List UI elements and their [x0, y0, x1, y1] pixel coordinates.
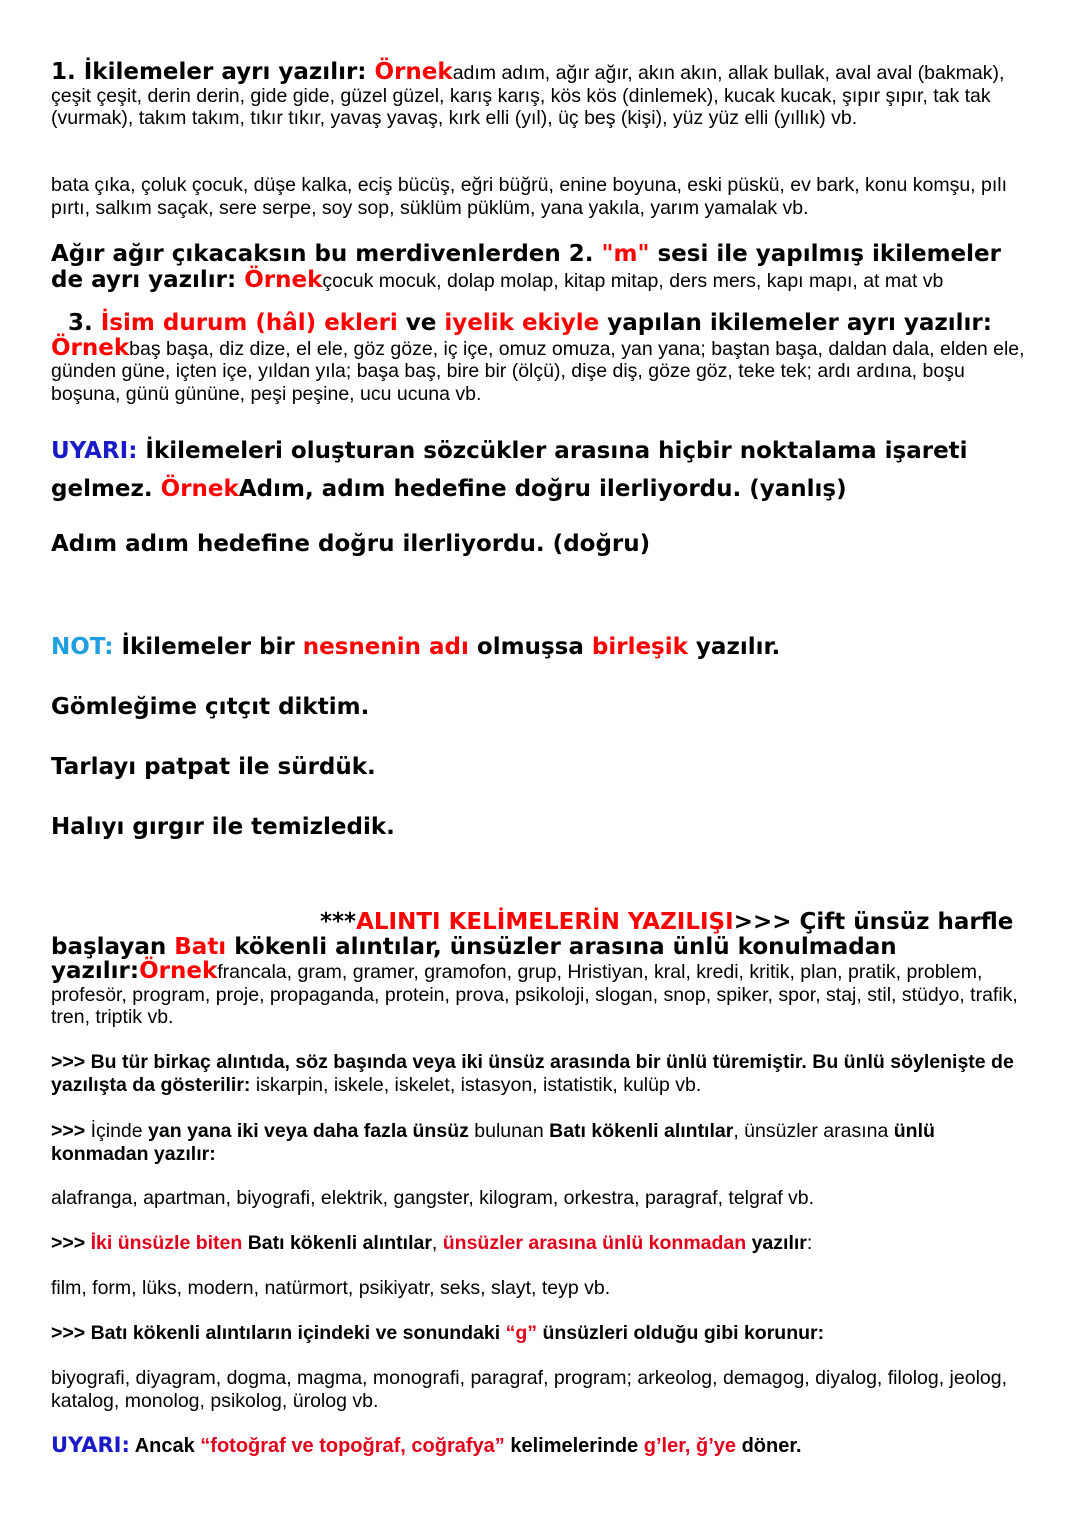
section-1-examples: adım adım, ağır ağır, akın akın, allak bullak, aval aval (bakmak), çeşit çeşit, derin derin, gide gide, güzel güzel, karış karış, kös kös (dinlemek), kucak kucak, şıpır şıpır, tak tak (vurmak), takım takım, tıkır tıkır, yavaş yavaş, kırk elli (yıl), üç beş (kişi), yüz yüz elli (yıllık) vb. [51, 62, 1005, 129]
ornek-label: Örnek [374, 59, 453, 85]
section-3-examples: baş başa, diz dize, el ele, göz göze, iç içe, omuz omuza, yan yana; baştan başa, daldan dala, elden ele, günden güne, içten içe, yıldan yıla; başa baş, bire bir (ölçü), dişe diş, göze göz, teke tek; ardı ardına, boşu boşuna, günü gününe, peşi peşine, ucu ucuna vb. [51, 337, 1025, 405]
section-1-more [51, 174, 1036, 219]
section-2: Ağır ağır çıkacaksın bu merdivenlerden 2. "m" sesi ile yapılmış ikilemeler de ayrı yazılır: Örnekçocuk mocuk, dolap molap, kitap mitap, ders mers, kapı mapı, at mat vb [51, 241, 1001, 293]
paragraph-4-list: biyografi, diyagram, dogma, magma, monografi, paragraf, program; arkeolog, demagog, diyalog, filolog, jeolog, katalog, monolog, psikolog, ürolog vb. [51, 1367, 1008, 1412]
section-3: 3. İsim durum (hâl) ekleri ve iyelik ekiyle yapılan ikilemeler ayrı yazılır: Örnekbaş başa, diz dize, el ele, göz göze, iç içe, omuz omuza, yan yana; baştan başa, daldan dala, elden ele, günden güne, içten içe, yıldan yıla; başa baş, bire bir (ölçü), dişe diş, göze göz, teke tek; ardı ardına, boşu boşuna, günü gününe, peşi peşine, ucu ucuna vb. [51, 310, 1025, 405]
note: NOT: İkilemeler bir nesnenin adı olmuşsa birleşik yazılır. [51, 634, 781, 660]
paragraph-2: >>> İçinde yan yana iki veya daha fazla ünsüz bulunan Batı kökenli alıntılar, ünsüzler arasına ünlü konmadan yazılır: [51, 1120, 935, 1165]
warning-1: UYARI: İkilemeleri oluşturan sözcükler arasına hiçbir noktalama işareti gelmez. ÖrnekAdım, adım hedefine doğru ilerliyordu. (yanlış) [51, 438, 968, 502]
section-2-examples: çocuk mocuk, dolap molap, kitap mitap, ders mers, kapı mapı, at mat vb [322, 270, 944, 292]
loanwords-title: ALINTI KELİMELERİN YAZILIŞI [356, 909, 734, 935]
section-1 [51, 60, 1036, 130]
note-example-2: Tarlayı patpat ile sürdük. [51, 754, 376, 780]
paragraph-3: >>> İki ünsüzle biten Batı kökenli alıntılar, ünsüzler arasına ünlü konmadan yazılır: [51, 1232, 813, 1254]
section-1-title: 1. İkilemeler ayrı yazılır: [51, 59, 375, 85]
section-1-examples-2: bata çıka, çoluk çocuk, düşe kalka, eciş bücüş, eğri büğrü, enine boyuna, eski püskü, ev bark, konu komşu, pılı pırtı, salkım saçak, sere serpe, soy sop, süklüm püklüm, yana yakıla, yarım yamalak vb. [51, 174, 1008, 219]
loanwords-examples: francala, gram, gramer, gramofon, grup, Hristiyan, kral, kredi, kritik, plan, pratik, problem, profesör, program, proje, propaganda, protein, prova, psikoloji, slogan, snop, spiker, spor, staj, stil, stüdyo, trafik, tren, triptik vb. [51, 961, 1018, 1028]
note-label: NOT: [51, 634, 114, 660]
paragraph-2-list: alafranga, apartman, biyografi, elektrik, gangster, kilogram, orkestra, paragraf, telgraf vb. [51, 1187, 815, 1209]
ornek-label: Örnek [139, 958, 218, 984]
note-example-3: Halıyı gırgır ile temizledik. [51, 814, 395, 840]
warning-label: UYARI: [51, 1433, 130, 1457]
warning-2: UYARI: Ancak “fotoğraf ve topoğraf, coğrafya” kelimelerinde g’ler, ğ’ye döner. [51, 1433, 802, 1457]
warning-label: UYARI: [51, 438, 138, 464]
paragraph-1: >>> Bu tür birkaç alıntıda, söz başında veya iki ünsüz arasında bir ünlü türemiştir. Bu ünlü söylenişte de yazılışta da gösterilir: iskarpin, iskele, iskelet, istasyon, istatistik, kulüp vb. [51, 1051, 1014, 1096]
ornek-label: Örnek [160, 476, 239, 502]
note-example-1: Gömleğime çıtçıt diktim. [51, 694, 370, 720]
wrong-example: Adım, adım hedefine doğru ilerliyordu. (yanlış) [238, 476, 847, 502]
ornek-label: Örnek [51, 334, 130, 361]
ornek-label: Örnek [244, 267, 323, 293]
loanwords-section: ***ALINTI KELİMELERİN YAZILIŞI>>> Çift ünsüz harfle başlayan Batı kökenli alıntılar, ünsüzler arasına ünlü konulmadan yazılır:Örnekfrancala, gram, gramer, gramofon, grup, Hristiyan, kral, kredi, kritik, plan, pratik, problem, profesör, program, proje, propaganda, protein, prova, psikoloji, slogan, snop, spiker, spor, staj, stil, stüdyo, trafik, tren, triptik vb. [51, 909, 1018, 1028]
correct-example: Adım adım hedefine doğru ilerliyordu. (doğru) [51, 531, 651, 557]
paragraph-3-list: film, form, lüks, modern, natürmort, psikiyatr, seks, slayt, teyp vb. [51, 1277, 611, 1299]
paragraph-4: >>> Batı kökenli alıntıların içindeki ve sonundaki “g” ünsüzleri olduğu gibi korunur: [51, 1322, 825, 1344]
